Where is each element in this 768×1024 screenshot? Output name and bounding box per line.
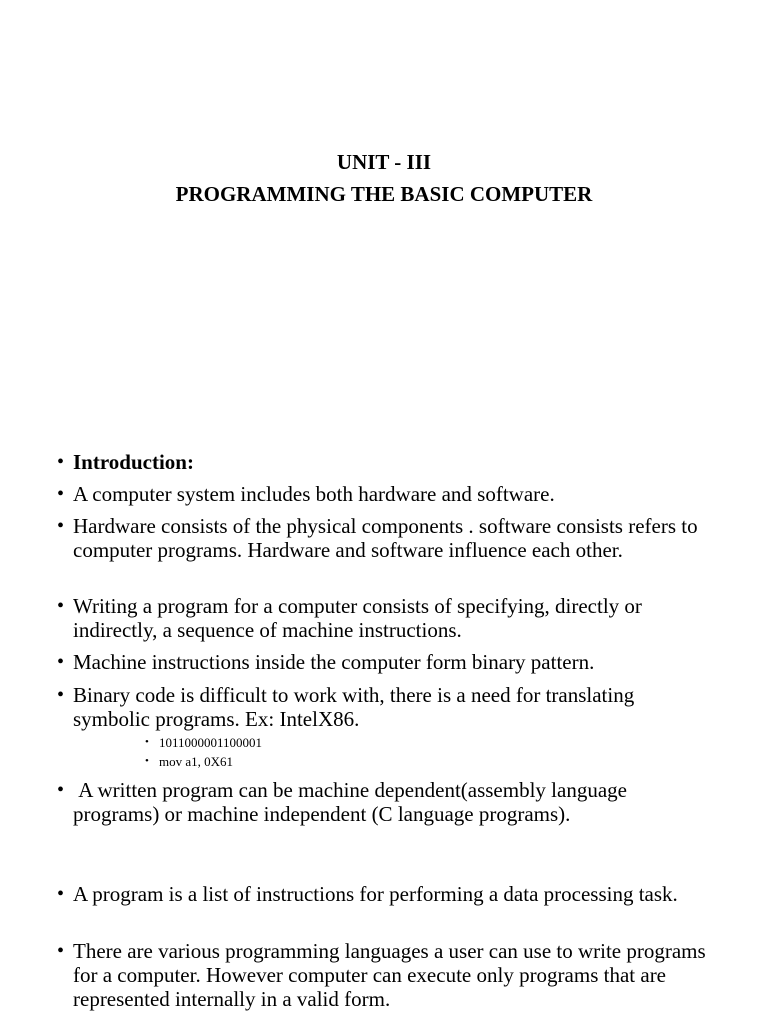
bullet-text: A computer system includes both hardware and software.	[73, 482, 555, 506]
bullet-text: Writing a program for a computer consists of specifying, directly or indirectly, a sequence of machine instructions.	[73, 594, 642, 642]
unit-heading: UNIT - III	[336, 150, 432, 174]
binary-code-example: 1011000001100001	[159, 735, 263, 750]
bullet-icon: •	[57, 483, 65, 505]
bullet-text: There are various programming languages a user can use to write programs for a computer. However computer can execute only programs that are represented internally in a valid form.	[73, 939, 706, 1011]
bullet-icon: •	[57, 779, 65, 801]
bullet-text: Machine instructions inside the computer form binary pattern.	[73, 650, 595, 674]
bullet-icon: •	[57, 940, 65, 962]
bullet-icon: •	[57, 451, 65, 473]
page-title: PROGRAMMING THE BASIC COMPUTER	[175, 182, 593, 206]
bullet-icon: •	[57, 515, 65, 537]
bullet-icon: •	[57, 595, 65, 617]
bullet-text: A written program can be machine dependent(assembly language programs) or machine independent (C language programs).	[73, 778, 633, 826]
title-block	[0, 146, 768, 210]
bullet-icon: •	[57, 684, 65, 706]
assembly-code-example: mov a1, 0X61	[159, 754, 234, 769]
bullet-icon: •	[145, 755, 149, 767]
bullet-icon: •	[145, 736, 149, 748]
bullet-icon: •	[57, 883, 65, 905]
intro-heading: Introduction:	[73, 450, 194, 474]
bullet-icon: •	[57, 651, 65, 673]
bullet-text: Binary code is difficult to work with, there is a need for translating symbolic programs. Ex: IntelX86.	[73, 683, 635, 731]
bullet-text: Hardware consists of the physical components . software consists refers to computer programs. Hardware and software influence each other.	[73, 514, 698, 562]
bullet-text: A program is a list of instructions for performing a data processing task.	[73, 882, 678, 906]
